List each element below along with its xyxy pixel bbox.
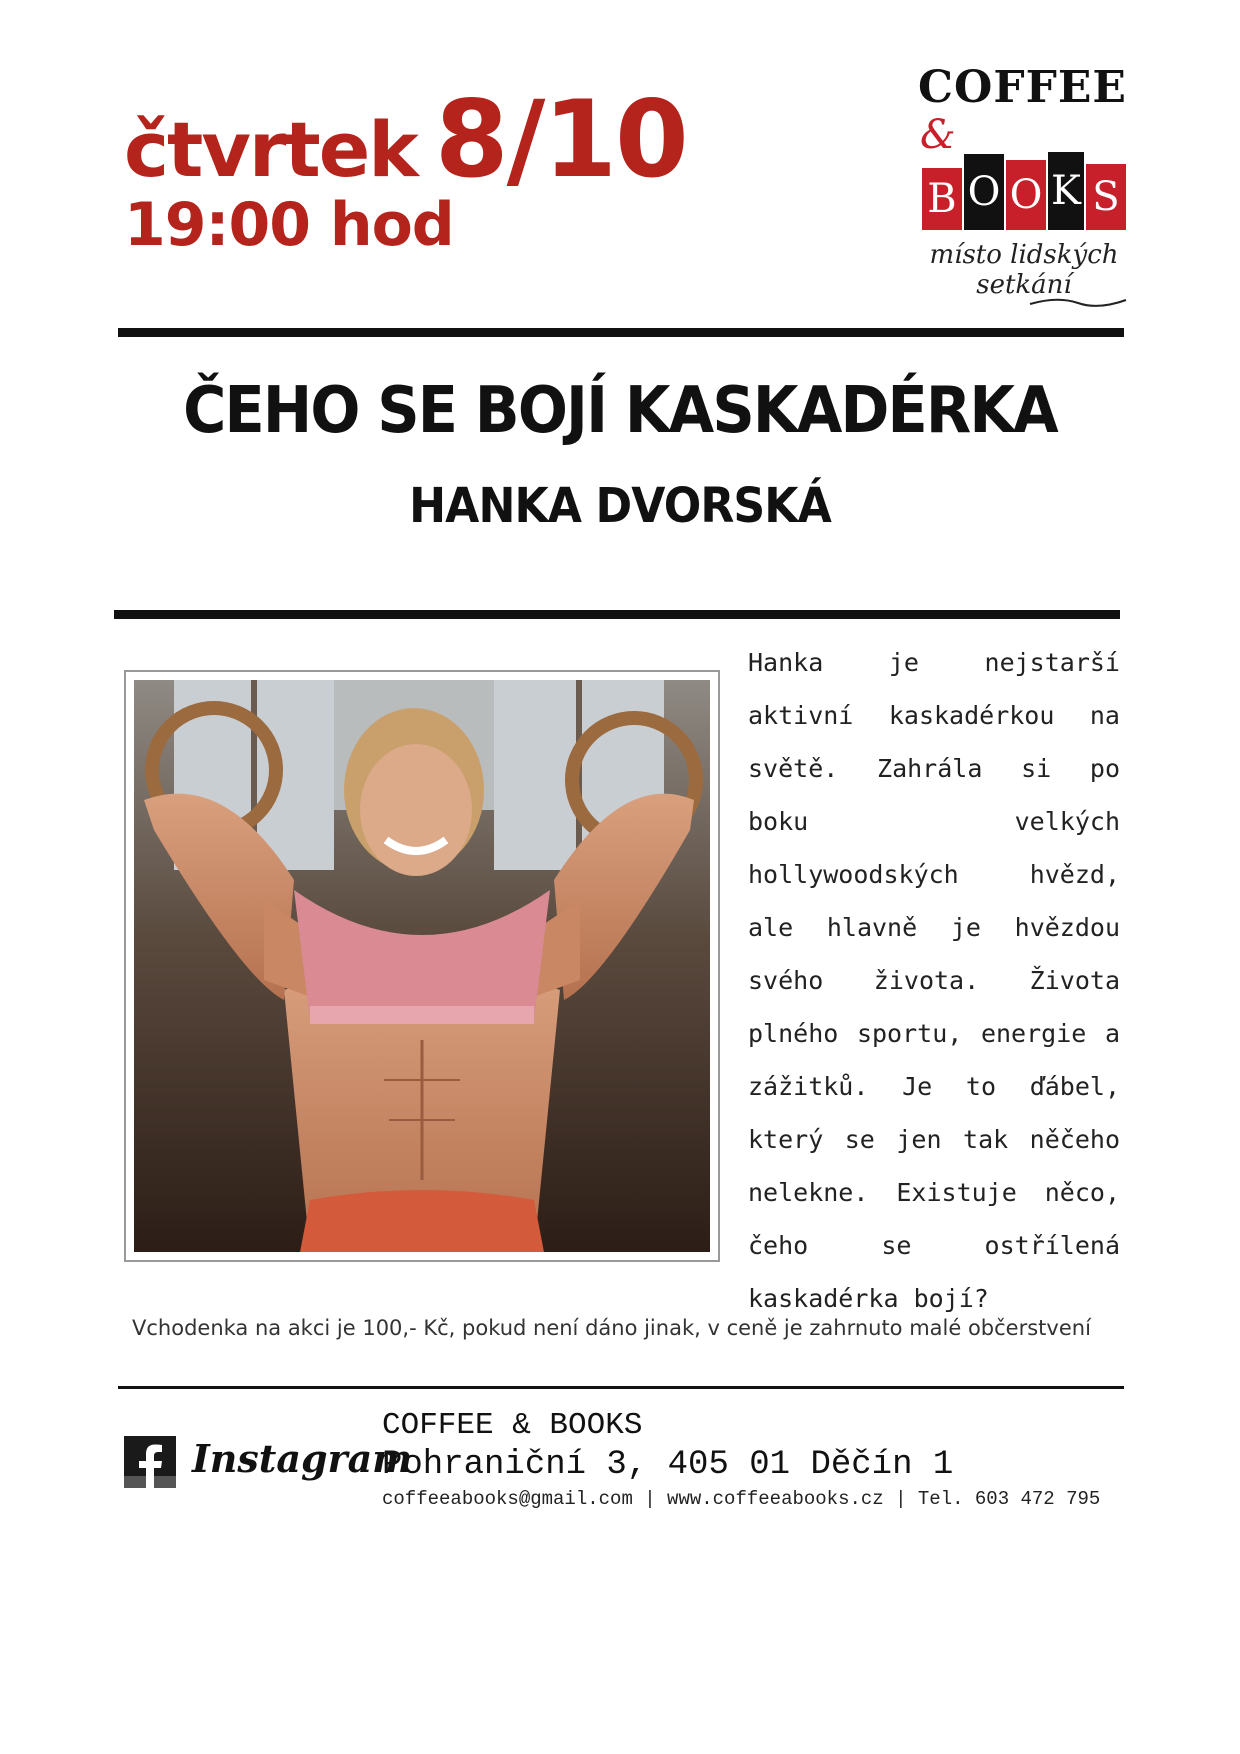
footer-address: Pohraniční 3, 405 01 Děčín 1	[382, 1446, 954, 1484]
footer-business-name: COFFEE & BOOKS	[382, 1408, 643, 1443]
logo-book-k: K	[1048, 152, 1084, 230]
logo-swash	[1028, 294, 1128, 310]
event-title: ČEHO SE BOJÍ KASKADÉRKA	[183, 374, 1057, 448]
speaker-photo	[134, 680, 710, 1252]
logo-books	[922, 152, 1126, 230]
footer-divider	[118, 1386, 1124, 1389]
logo-book-b: B	[922, 168, 962, 230]
logo-tagline: místo lidských setkání	[929, 240, 1119, 300]
top-divider	[118, 328, 1124, 337]
event-description: Hanka je nejstarší aktivní kaskadérkou na světě. Zahrála si po boku velkých hollywoodských hvězd, ale hlavně je hvězdou svého života. Života plného sportu, energie a zážitků. Je to ďábel, který se jen tak něčeho nelekne. Existuje něco, čeho se ostřílená kaskadérka bojí?	[748, 648, 1120, 1313]
speaker-photo-frame	[124, 670, 720, 1262]
logo-book-s: S	[1086, 164, 1126, 230]
event-date-number: 8/10	[434, 78, 687, 201]
entry-fee-note: Vchodenka na akci je 100,- Kč, pokud není dáno jinak, v ceně je zahrnuto malé občerstvení	[132, 1316, 1091, 1340]
event-day: čtvrtek	[124, 105, 417, 194]
event-time: 19:00 hod	[124, 190, 454, 260]
speaker-name: HANKA DVORSKÁ	[409, 478, 831, 534]
logo-book-o2: O	[1006, 160, 1046, 230]
facebook-icon[interactable]	[124, 1436, 176, 1488]
logo-book-o1: O	[964, 154, 1004, 230]
event-date	[124, 78, 687, 201]
footer-contact: coffeeabooks@gmail.com | www.coffeeabooks.cz | Tel. 603 472 795	[382, 1488, 1101, 1510]
coffee-and-books-logo	[918, 62, 1126, 312]
logo-coffee-text: COFFEE	[918, 62, 1127, 113]
instagram-link[interactable]: Instagram	[192, 1436, 413, 1481]
middle-divider	[114, 610, 1120, 619]
logo-ampersand: &	[920, 112, 956, 158]
